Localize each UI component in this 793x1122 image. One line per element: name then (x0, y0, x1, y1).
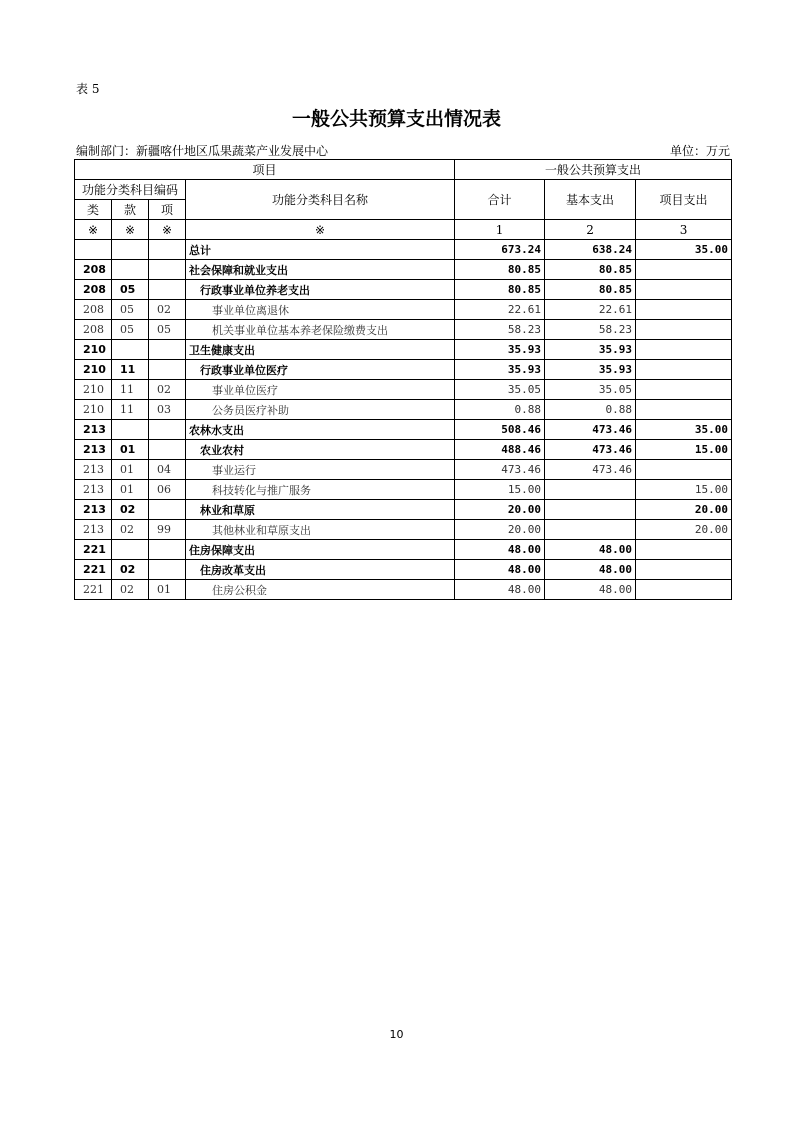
name-cell: 科技转化与推广服务 (186, 480, 455, 500)
name-cell: 社会保障和就业支出 (186, 260, 455, 280)
lei-cell (75, 240, 112, 260)
header-lei: 类 (75, 200, 112, 220)
total-cell: 15.00 (455, 480, 545, 500)
xiang-cell (149, 360, 186, 380)
xiang-cell (149, 540, 186, 560)
column-number: 3 (636, 220, 732, 240)
name-cell: 其他林业和草原支出 (186, 520, 455, 540)
basic-cell: 35.93 (545, 340, 636, 360)
name-cell: 事业单位离退休 (186, 300, 455, 320)
lei-cell: 221 (75, 560, 112, 580)
total-cell: 48.00 (455, 580, 545, 600)
name-cell: 林业和草原 (186, 500, 455, 520)
lei-cell: 210 (75, 360, 112, 380)
xiang-cell: 05 (149, 320, 186, 340)
project-cell (636, 280, 732, 300)
basic-cell: 638.24 (545, 240, 636, 260)
total-cell: 488.46 (455, 440, 545, 460)
name-cell: 行政事业单位医疗 (186, 360, 455, 380)
kuan-cell: 02 (112, 580, 149, 600)
basic-cell: 35.05 (545, 380, 636, 400)
table-row (75, 240, 732, 260)
xiang-cell (149, 560, 186, 580)
xiang-cell (149, 440, 186, 460)
basic-cell: 58.23 (545, 320, 636, 340)
total-cell: 22.61 (455, 300, 545, 320)
table-row (75, 360, 732, 380)
basic-cell (545, 520, 636, 540)
basic-cell: 0.88 (545, 400, 636, 420)
lei-cell: 213 (75, 440, 112, 460)
table-label: 表 5 (76, 82, 100, 96)
lei-cell: 208 (75, 280, 112, 300)
department-label: 编制部门：新疆喀什地区瓜果蔬菜产业发展中心 (76, 144, 329, 158)
kuan-cell (112, 420, 149, 440)
project-cell: 35.00 (636, 420, 732, 440)
mark-cell: ※ (186, 220, 455, 240)
lei-cell: 213 (75, 460, 112, 480)
total-cell: 80.85 (455, 260, 545, 280)
kuan-cell: 05 (112, 300, 149, 320)
total-cell: 20.00 (455, 520, 545, 540)
kuan-cell: 11 (112, 360, 149, 380)
name-cell: 农业农村 (186, 440, 455, 460)
xiang-cell: 06 (149, 480, 186, 500)
meta-row (76, 142, 730, 159)
project-cell (636, 320, 732, 340)
project-cell (636, 260, 732, 280)
header-name: 功能分类科目名称 (186, 180, 455, 220)
table-row (75, 280, 732, 300)
table-row (75, 520, 732, 540)
basic-cell: 48.00 (545, 560, 636, 580)
xiang-cell: 99 (149, 520, 186, 540)
column-number: 2 (545, 220, 636, 240)
project-cell (636, 580, 732, 600)
total-cell: 58.23 (455, 320, 545, 340)
xiang-cell (149, 280, 186, 300)
mark-cell: ※ (149, 220, 186, 240)
header-total: 合计 (455, 180, 545, 220)
lei-cell: 213 (75, 500, 112, 520)
table-row (75, 440, 732, 460)
table-row (75, 300, 732, 320)
kuan-cell (112, 260, 149, 280)
project-cell (636, 560, 732, 580)
kuan-cell (112, 240, 149, 260)
total-cell: 20.00 (455, 500, 545, 520)
total-cell: 508.46 (455, 420, 545, 440)
basic-cell: 473.46 (545, 420, 636, 440)
total-cell: 0.88 (455, 400, 545, 420)
kuan-cell: 01 (112, 460, 149, 480)
kuan-cell: 05 (112, 320, 149, 340)
table-row (75, 540, 732, 560)
project-cell (636, 460, 732, 480)
kuan-cell: 01 (112, 440, 149, 460)
lei-cell: 208 (75, 260, 112, 280)
basic-cell: 473.46 (545, 460, 636, 480)
kuan-cell: 11 (112, 380, 149, 400)
kuan-cell: 02 (112, 500, 149, 520)
basic-cell: 35.93 (545, 360, 636, 380)
mark-cell: ※ (112, 220, 149, 240)
lei-cell: 213 (75, 520, 112, 540)
lei-cell: 210 (75, 380, 112, 400)
basic-cell: 473.46 (545, 440, 636, 460)
basic-cell: 80.85 (545, 280, 636, 300)
xiang-cell (149, 260, 186, 280)
table-row (75, 320, 732, 340)
unit-label: 单位：万元 (669, 144, 730, 158)
name-cell: 卫生健康支出 (186, 340, 455, 360)
basic-cell: 48.00 (545, 580, 636, 600)
total-cell: 673.24 (455, 240, 545, 260)
name-cell: 住房改革支出 (186, 560, 455, 580)
xiang-cell (149, 340, 186, 360)
lei-cell: 208 (75, 320, 112, 340)
basic-cell (545, 500, 636, 520)
xiang-cell (149, 240, 186, 260)
name-cell: 事业运行 (186, 460, 455, 480)
header-project: 项目 (75, 160, 455, 180)
name-cell: 行政事业单位养老支出 (186, 280, 455, 300)
name-cell: 事业单位医疗 (186, 380, 455, 400)
total-cell: 35.93 (455, 340, 545, 360)
kuan-cell: 11 (112, 400, 149, 420)
kuan-cell (112, 340, 149, 360)
lei-cell: 221 (75, 540, 112, 560)
header-budget-group: 一般公共预算支出 (455, 160, 732, 180)
basic-cell: 80.85 (545, 260, 636, 280)
total-cell: 473.46 (455, 460, 545, 480)
project-cell: 15.00 (636, 480, 732, 500)
project-cell (636, 380, 732, 400)
table-row (75, 480, 732, 500)
project-cell: 35.00 (636, 240, 732, 260)
name-cell: 公务员医疗补助 (186, 400, 455, 420)
page-number: 10 (389, 1028, 404, 1041)
header-code-group: 功能分类科目编码 (75, 180, 186, 200)
lei-cell: 213 (75, 420, 112, 440)
xiang-cell: 02 (149, 380, 186, 400)
lei-cell: 221 (75, 580, 112, 600)
project-cell: 15.00 (636, 440, 732, 460)
table-row (75, 420, 732, 440)
basic-cell: 48.00 (545, 540, 636, 560)
table-row (75, 340, 732, 360)
lei-cell: 210 (75, 400, 112, 420)
kuan-cell: 02 (112, 560, 149, 580)
name-cell: 住房保障支出 (186, 540, 455, 560)
table-row (75, 400, 732, 420)
total-cell: 35.93 (455, 360, 545, 380)
project-cell (636, 360, 732, 380)
project-cell: 20.00 (636, 520, 732, 540)
total-cell: 48.00 (455, 560, 545, 580)
xiang-cell (149, 420, 186, 440)
total-cell: 48.00 (455, 540, 545, 560)
name-cell: 总计 (186, 240, 455, 260)
name-cell: 机关事业单位基本养老保险缴费支出 (186, 320, 455, 340)
xiang-cell: 01 (149, 580, 186, 600)
table-row (75, 460, 732, 480)
column-number: 1 (455, 220, 545, 240)
name-cell: 农林水支出 (186, 420, 455, 440)
total-cell: 80.85 (455, 280, 545, 300)
xiang-cell: 02 (149, 300, 186, 320)
table-row (75, 260, 732, 280)
kuan-cell: 02 (112, 520, 149, 540)
table-row (75, 380, 732, 400)
header-xiang: 项 (149, 200, 186, 220)
kuan-cell (112, 540, 149, 560)
project-cell (636, 540, 732, 560)
lei-cell: 213 (75, 480, 112, 500)
basic-cell: 22.61 (545, 300, 636, 320)
project-cell (636, 400, 732, 420)
table-row (75, 580, 732, 600)
table-row (75, 560, 732, 580)
lei-cell: 208 (75, 300, 112, 320)
xiang-cell (149, 500, 186, 520)
document-title: 一般公共预算支出情况表 (291, 108, 501, 130)
project-cell (636, 300, 732, 320)
lei-cell: 210 (75, 340, 112, 360)
xiang-cell: 03 (149, 400, 186, 420)
name-cell: 住房公积金 (186, 580, 455, 600)
kuan-cell: 05 (112, 280, 149, 300)
kuan-cell: 01 (112, 480, 149, 500)
project-cell (636, 340, 732, 360)
header-project-expense: 项目支出 (636, 180, 732, 220)
budget-table (74, 159, 732, 600)
mark-cell: ※ (75, 220, 112, 240)
total-cell: 35.05 (455, 380, 545, 400)
header-kuan: 款 (112, 200, 149, 220)
xiang-cell: 04 (149, 460, 186, 480)
header-basic: 基本支出 (545, 180, 636, 220)
project-cell: 20.00 (636, 500, 732, 520)
basic-cell (545, 480, 636, 500)
table-row (75, 500, 732, 520)
